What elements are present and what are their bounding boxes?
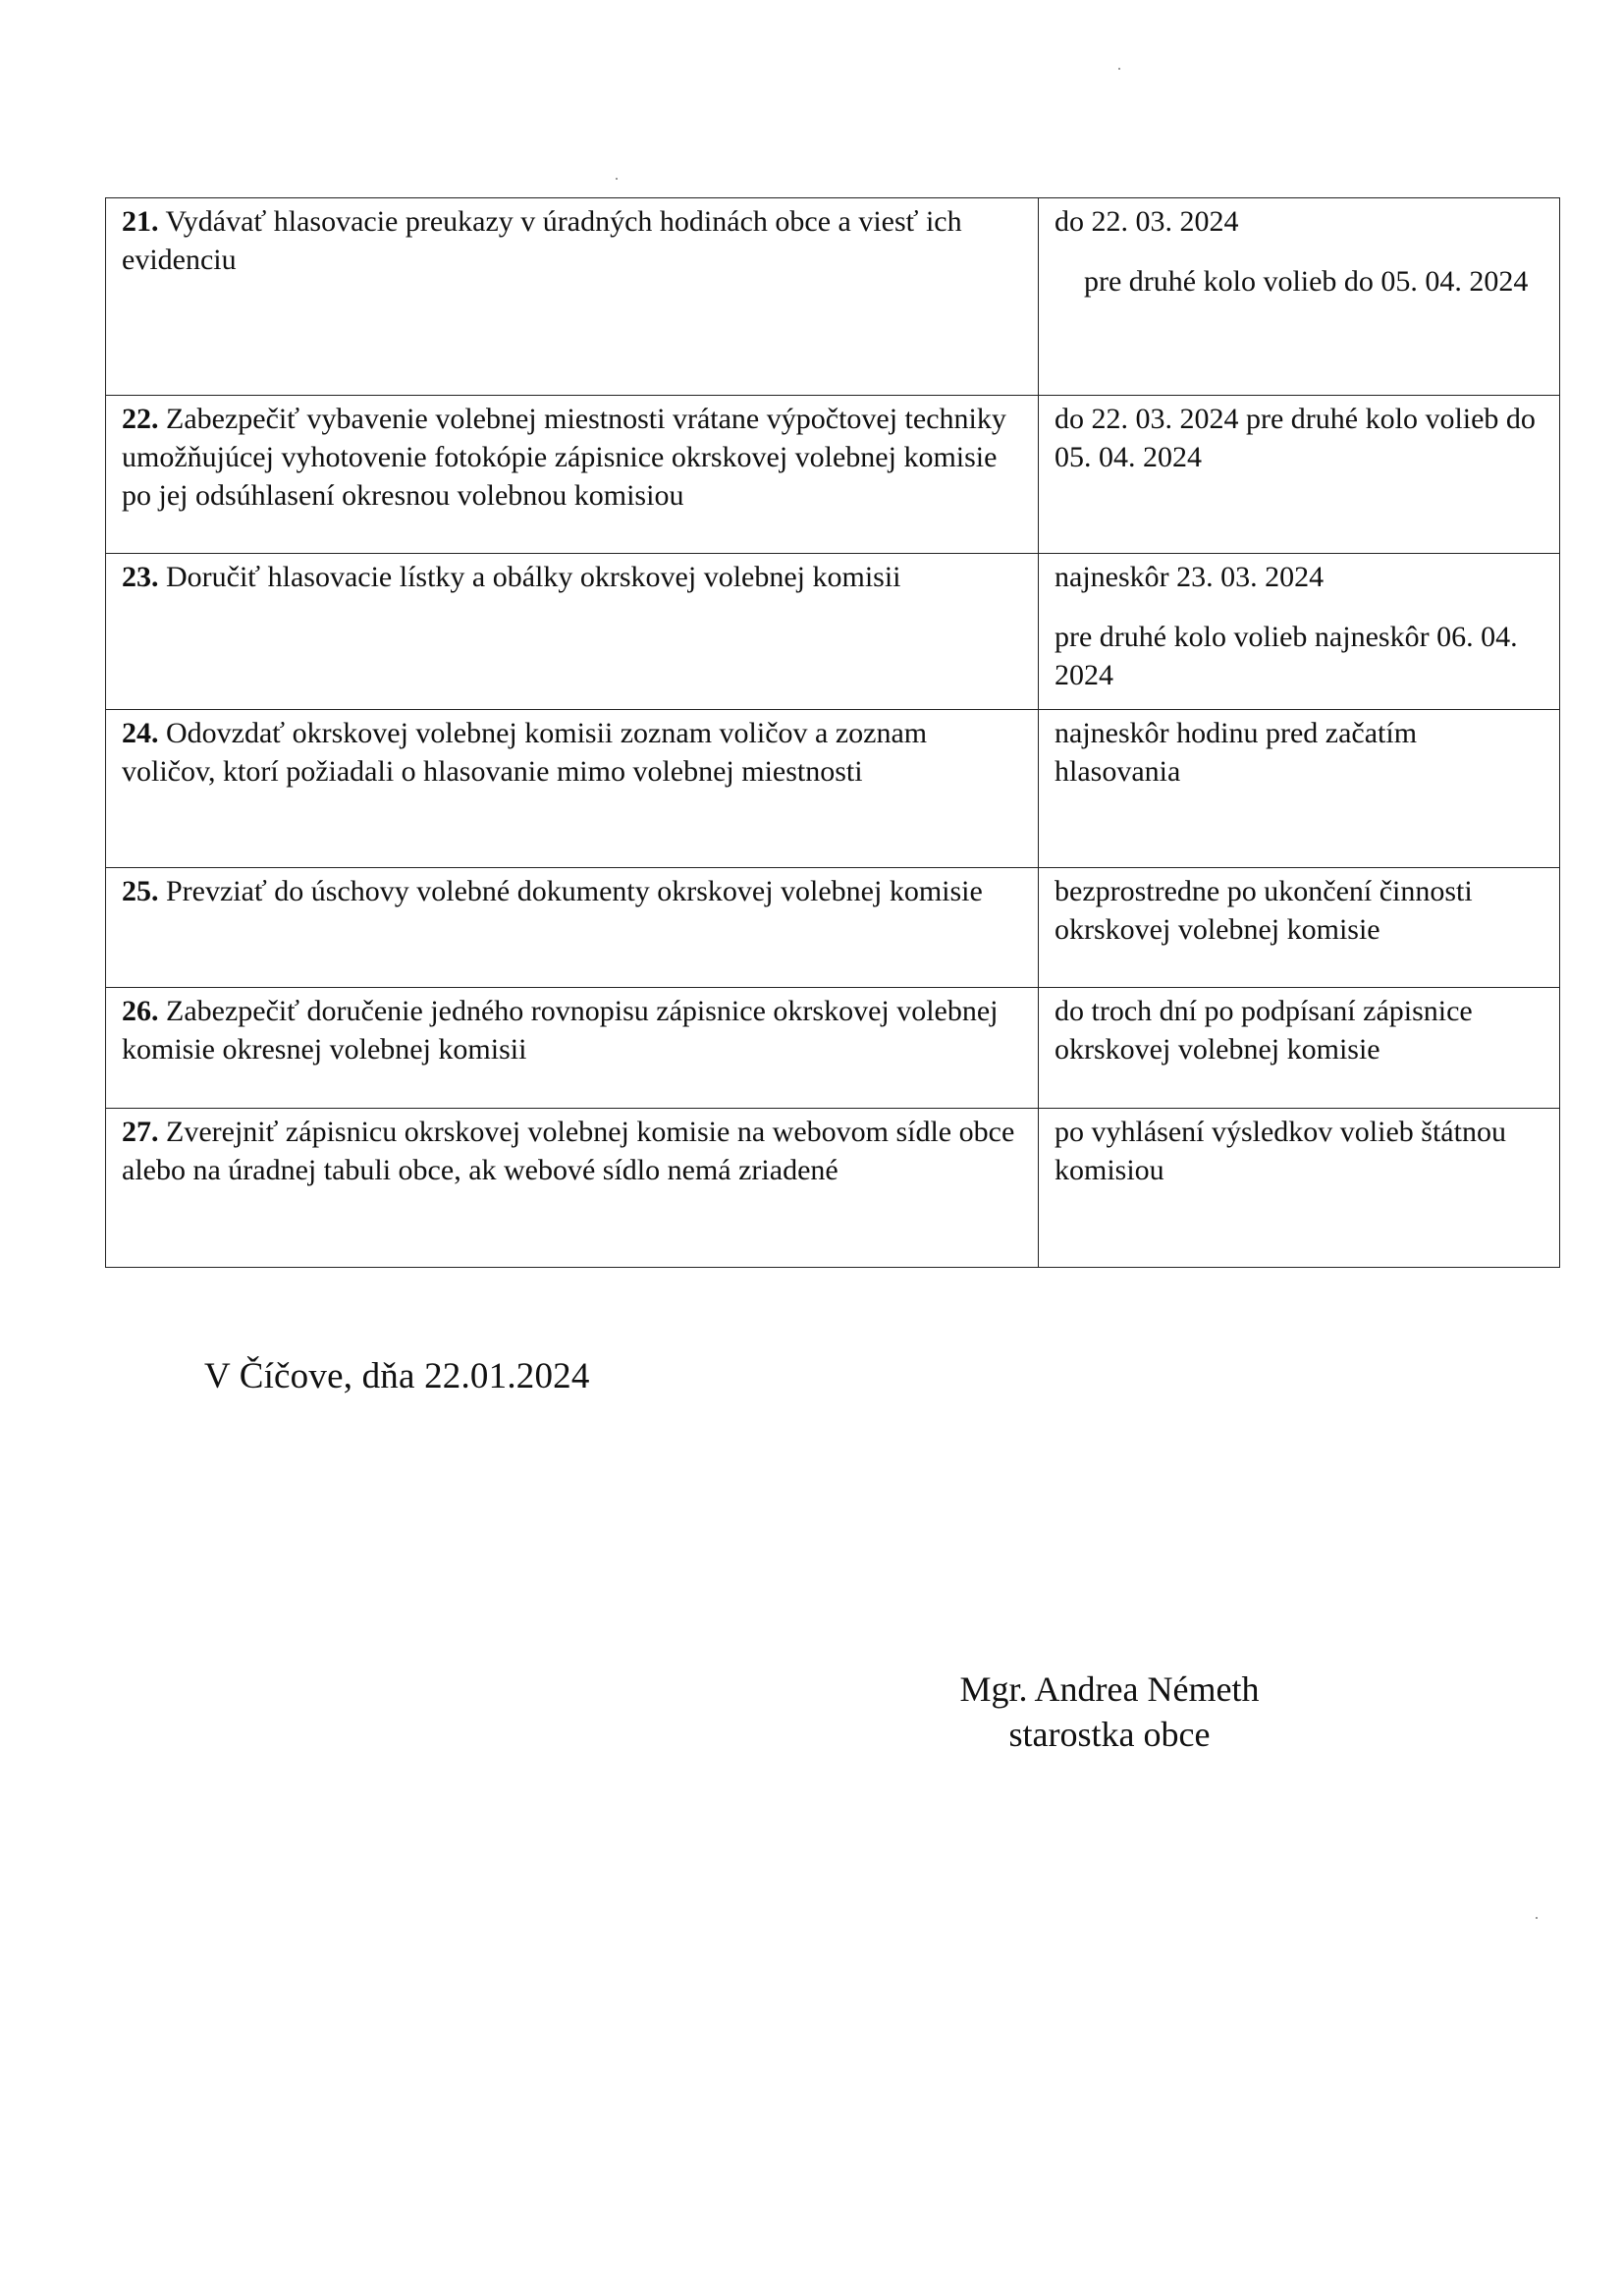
- scan-speck: [1536, 1917, 1538, 1919]
- deadline-cell: [1039, 1109, 1560, 1268]
- deadline-text-second-round: pre druhé kolo volieb do 05. 04. 2024: [1084, 265, 1529, 298]
- task-cell: [106, 554, 1039, 710]
- task-number: 25.: [122, 875, 159, 907]
- table-row: [106, 710, 1560, 868]
- table-row: [106, 554, 1560, 710]
- task-number: 23.: [122, 561, 159, 593]
- task-number: 22.: [122, 403, 159, 435]
- task-text: Zabezpečiť vybavenie volebnej miestnosti vrátane výpočtovej techniky umožňujúcej vyhotovenie fotokópie zápisnice okrskovej volebnej komisie po jej odsúhlasení okresnou volebnou komisiou: [122, 403, 1006, 512]
- task-number: 24.: [122, 717, 159, 749]
- task-number: 21.: [122, 205, 159, 238]
- task-number: 27.: [122, 1116, 159, 1148]
- task-text: Zverejniť zápisnicu okrskovej volebnej komisie na webovom sídle obce alebo na úradnej tabuli obce, ak webové sídlo nemá zriadené: [122, 1116, 1015, 1186]
- deadline-cell: [1039, 198, 1560, 396]
- table-row: [106, 396, 1560, 554]
- task-text: Vydávať hlasovacie preukazy v úradných hodinách obce a viesť ich evidenciu: [122, 205, 962, 276]
- signature-block: [923, 1667, 1296, 1757]
- deadline-text: najneskôr hodinu pred začatím hlasovania: [1055, 717, 1418, 788]
- task-text: Prevziať do úschovy volebné dokumenty okrskovej volebnej komisie: [166, 875, 983, 907]
- task-cell: [106, 988, 1039, 1109]
- scan-speck: [616, 178, 618, 180]
- deadline-text: po vyhlásení výsledkov volieb štátnou komisiou: [1055, 1116, 1506, 1186]
- deadline-cell: [1039, 710, 1560, 868]
- task-text: Doručiť hlasovacie lístky a obálky okrskovej volebnej komisii: [166, 561, 901, 593]
- deadline-text: do troch dní po podpísaní zápisnice okrskovej volebnej komisie: [1055, 995, 1473, 1066]
- deadline-cell: [1039, 988, 1560, 1109]
- task-text: Odovzdať okrskovej volebnej komisii zoznam voličov a zoznam voličov, ktorí požiadali o hlasovanie mimo volebnej miestnosti: [122, 717, 928, 788]
- election-tasks-table: [105, 197, 1560, 1268]
- task-cell: [106, 868, 1039, 988]
- table-row: [106, 868, 1560, 988]
- deadline-cell: [1039, 554, 1560, 710]
- deadline-text: do 22. 03. 2024 pre druhé kolo volieb do 05. 04. 2024: [1055, 403, 1536, 473]
- task-number: 26.: [122, 995, 159, 1027]
- table-row: [106, 198, 1560, 396]
- scan-speck: [1118, 68, 1120, 70]
- deadline-cell: [1039, 396, 1560, 554]
- deadline-text: bezprostredne po ukončení činnosti okrskovej volebnej komisie: [1055, 875, 1473, 946]
- task-text: Zabezpečiť doručenie jedného rovnopisu zápisnice okrskovej volebnej komisie okresnej volebnej komisii: [122, 995, 999, 1066]
- signatory-name: Mgr. Andrea Németh: [959, 1669, 1260, 1709]
- place-and-date: V Číčove, dňa 22.01.2024: [204, 1356, 590, 1396]
- task-cell: [106, 1109, 1039, 1268]
- task-cell: [106, 198, 1039, 396]
- table-row: [106, 1109, 1560, 1268]
- deadline-text-second-round: pre druhé kolo volieb najneskôr 06. 04. 2024: [1055, 621, 1518, 691]
- deadline-text: najneskôr 23. 03. 2024: [1055, 561, 1325, 593]
- signatory-title: starostka obce: [1008, 1715, 1211, 1754]
- deadline-text: do 22. 03. 2024: [1055, 205, 1239, 238]
- deadline-cell: [1039, 868, 1560, 988]
- task-cell: [106, 396, 1039, 554]
- task-cell: [106, 710, 1039, 868]
- table-row: [106, 988, 1560, 1109]
